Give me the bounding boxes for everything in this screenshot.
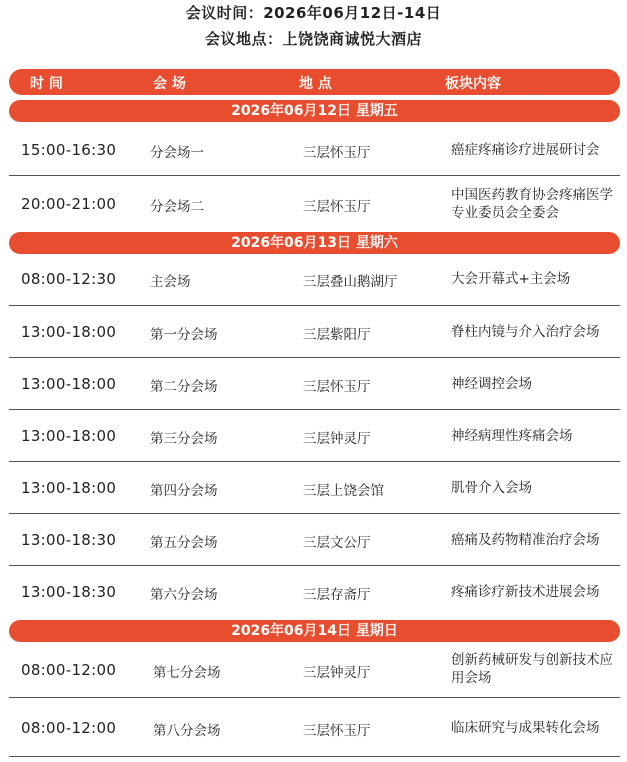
row-time: 15:00-16:30 <box>21 141 117 159</box>
day-bar-3: 2026年06月14日 星期日 <box>9 620 620 642</box>
row-time: 13:00-18:30 <box>21 531 117 549</box>
row-topic: 创新药械研发与创新技术应用会场 <box>451 652 613 686</box>
divider <box>9 565 620 566</box>
divider <box>9 357 620 358</box>
divider <box>9 513 620 514</box>
day-bar-1: 2026年06月12日 星期五 <box>9 100 620 122</box>
row-venue: 第三分会场 <box>150 431 218 447</box>
row-topic: 脊柱内镜与介入治疗会场 <box>451 324 600 340</box>
row-location: 三层钟灵厅 <box>303 431 371 447</box>
column-time: 时 间 <box>30 76 63 92</box>
row-topic: 中国医药教育协会疼痛医学专业委员会全委会 <box>451 187 613 221</box>
row-time: 13:00-18:00 <box>21 479 117 497</box>
row-topic: 临床研究与成果转化会场 <box>451 720 600 736</box>
row-time: 08:00-12:30 <box>21 270 117 288</box>
row-time: 13:00-18:00 <box>21 375 117 393</box>
row-topic: 癌痛及药物精准治疗会场 <box>451 532 600 548</box>
row-venue: 分会场一 <box>150 145 204 161</box>
row-venue: 第二分会场 <box>150 379 218 395</box>
row-time: 20:00-21:00 <box>21 195 117 213</box>
meeting-time: 会议时间：2026年06月12日-14日 <box>185 4 442 22</box>
row-location: 三层上饶会馆 <box>303 483 384 499</box>
row-venue: 第一分会场 <box>150 327 218 343</box>
row-time: 08:00-12:00 <box>21 661 117 679</box>
row-location: 三层文公厅 <box>303 535 371 551</box>
row-topic: 癌症疼痛诊疗进展研讨会 <box>451 142 600 158</box>
row-venue: 第七分会场 <box>153 665 221 681</box>
divider <box>9 756 620 757</box>
row-topic: 神经调控会场 <box>451 376 532 392</box>
divider <box>9 409 620 410</box>
row-location: 三层紫阳厅 <box>303 327 371 343</box>
column-header <box>9 69 620 95</box>
meeting-place: 会议地点：上饶饶商诚悦大酒店 <box>204 30 422 48</box>
column-venue: 会 场 <box>153 76 186 92</box>
row-venue: 第五分会场 <box>150 535 218 551</box>
row-location: 三层叠山鹅湖厅 <box>303 274 398 290</box>
column-topic: 板块内容 <box>445 76 501 92</box>
column-location: 地 点 <box>299 76 332 92</box>
row-location: 三层怀玉厅 <box>303 723 371 739</box>
row-time: 08:00-12:00 <box>21 719 117 737</box>
row-location: 三层怀玉厅 <box>303 379 371 395</box>
row-topic: 疼痛诊疗新技术进展会场 <box>451 584 600 600</box>
row-location: 三层怀玉厅 <box>303 145 371 161</box>
row-venue: 分会场二 <box>150 199 204 215</box>
row-location: 三层怀玉厅 <box>303 199 371 215</box>
row-time: 13:00-18:00 <box>21 323 117 341</box>
row-venue: 第四分会场 <box>150 483 218 499</box>
row-venue: 第八分会场 <box>153 723 221 739</box>
row-location: 三层存斋厅 <box>303 587 371 603</box>
row-topic: 肌骨介入会场 <box>451 480 532 496</box>
divider <box>9 175 620 176</box>
row-time: 13:00-18:00 <box>21 427 117 445</box>
row-topic: 神经病理性疼痛会场 <box>451 428 573 444</box>
divider <box>9 461 620 462</box>
row-location: 三层钟灵厅 <box>303 665 371 681</box>
divider <box>9 697 620 698</box>
divider <box>9 305 620 306</box>
row-venue: 主会场 <box>150 274 191 290</box>
row-time: 13:00-18:30 <box>21 583 117 601</box>
row-venue: 第六分会场 <box>150 587 218 603</box>
row-topic: 大会开幕式+主会场 <box>451 271 571 287</box>
day-bar-2: 2026年06月13日 星期六 <box>9 232 620 254</box>
